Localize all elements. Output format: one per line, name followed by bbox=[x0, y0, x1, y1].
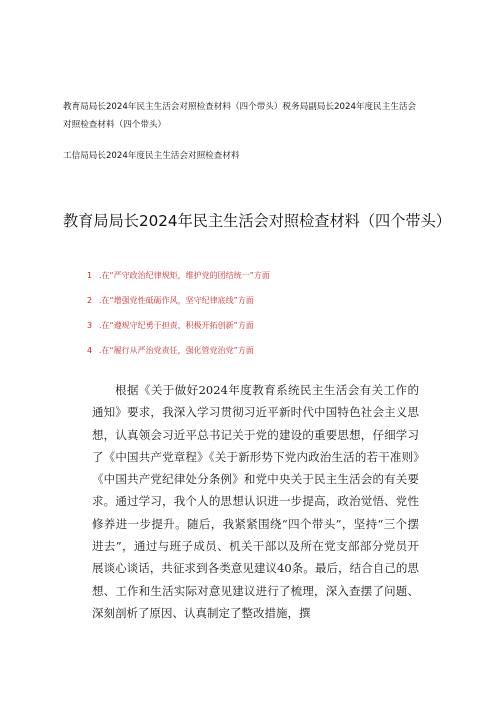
body-paragraph: 根据《关于做好2024年度教育系统民主生活会有关工作的通知》要求，我深入学习贯彻习近平新时代中国特色社会主义思想，认真领会习近平总书记关于党的建设的重要思想，仔细学习了《中国共产党章程》《关于新形势下党内政治生活的若干准则》《中国共产党纪律处分条例》和党中央关于民主生活会的有关要求。通过学习，我个人的思想认识进一步提高，政治觉悟、党性修养进一步提升。随后，我紧紧围绕“四个带头”，坚持“三个摆进去”，通过与班子成员、机关干部以及所在党支部部分党员开展谈心谈话，共征求到各类意见建议40条。最后，结合自己的思想、工作和生活实际对意见建议进行了梳理，深入查摆了问题、深刻剖析了原因、认真制定了整改措施，撰 bbox=[92, 383, 419, 620]
toc-entry-1-continued[interactable]: 对照检查材料（四个带头） bbox=[63, 120, 167, 130]
outline-text: .在“履行从严治党责任，强化管党治党”方面 bbox=[99, 346, 254, 355]
outline-item-3[interactable] bbox=[87, 320, 254, 332]
outline-number: 3 bbox=[87, 321, 93, 330]
outline-number: 2 bbox=[87, 296, 93, 305]
outline-item-1[interactable] bbox=[87, 270, 270, 282]
toc-entry-1[interactable]: 教育局局长2024年民主生活会对照检查材料（四个带头）税务局副局长2024年度民主生活会 bbox=[63, 102, 417, 112]
outline-item-2[interactable] bbox=[87, 295, 254, 307]
document-title: 教育局局长2024年民主生活会对照检查材料（四个带头） bbox=[63, 212, 451, 230]
outline-number: 1 bbox=[87, 271, 93, 280]
outline-item-4[interactable] bbox=[87, 345, 254, 357]
outline-text: .在“严守政治纪律规矩，维护党的团结统一”方面 bbox=[99, 271, 270, 280]
toc-entry-2[interactable]: 工信局局长2024年度民主生活会对照检查材料 bbox=[63, 151, 240, 161]
outline-number: 4 bbox=[87, 346, 93, 355]
outline-text: .在“遵规守纪勇于担责，积极开拓创新”方面 bbox=[99, 321, 254, 330]
outline-text: .在“增强党性砥砺作风，坚守纪律底线”方面 bbox=[99, 296, 254, 305]
